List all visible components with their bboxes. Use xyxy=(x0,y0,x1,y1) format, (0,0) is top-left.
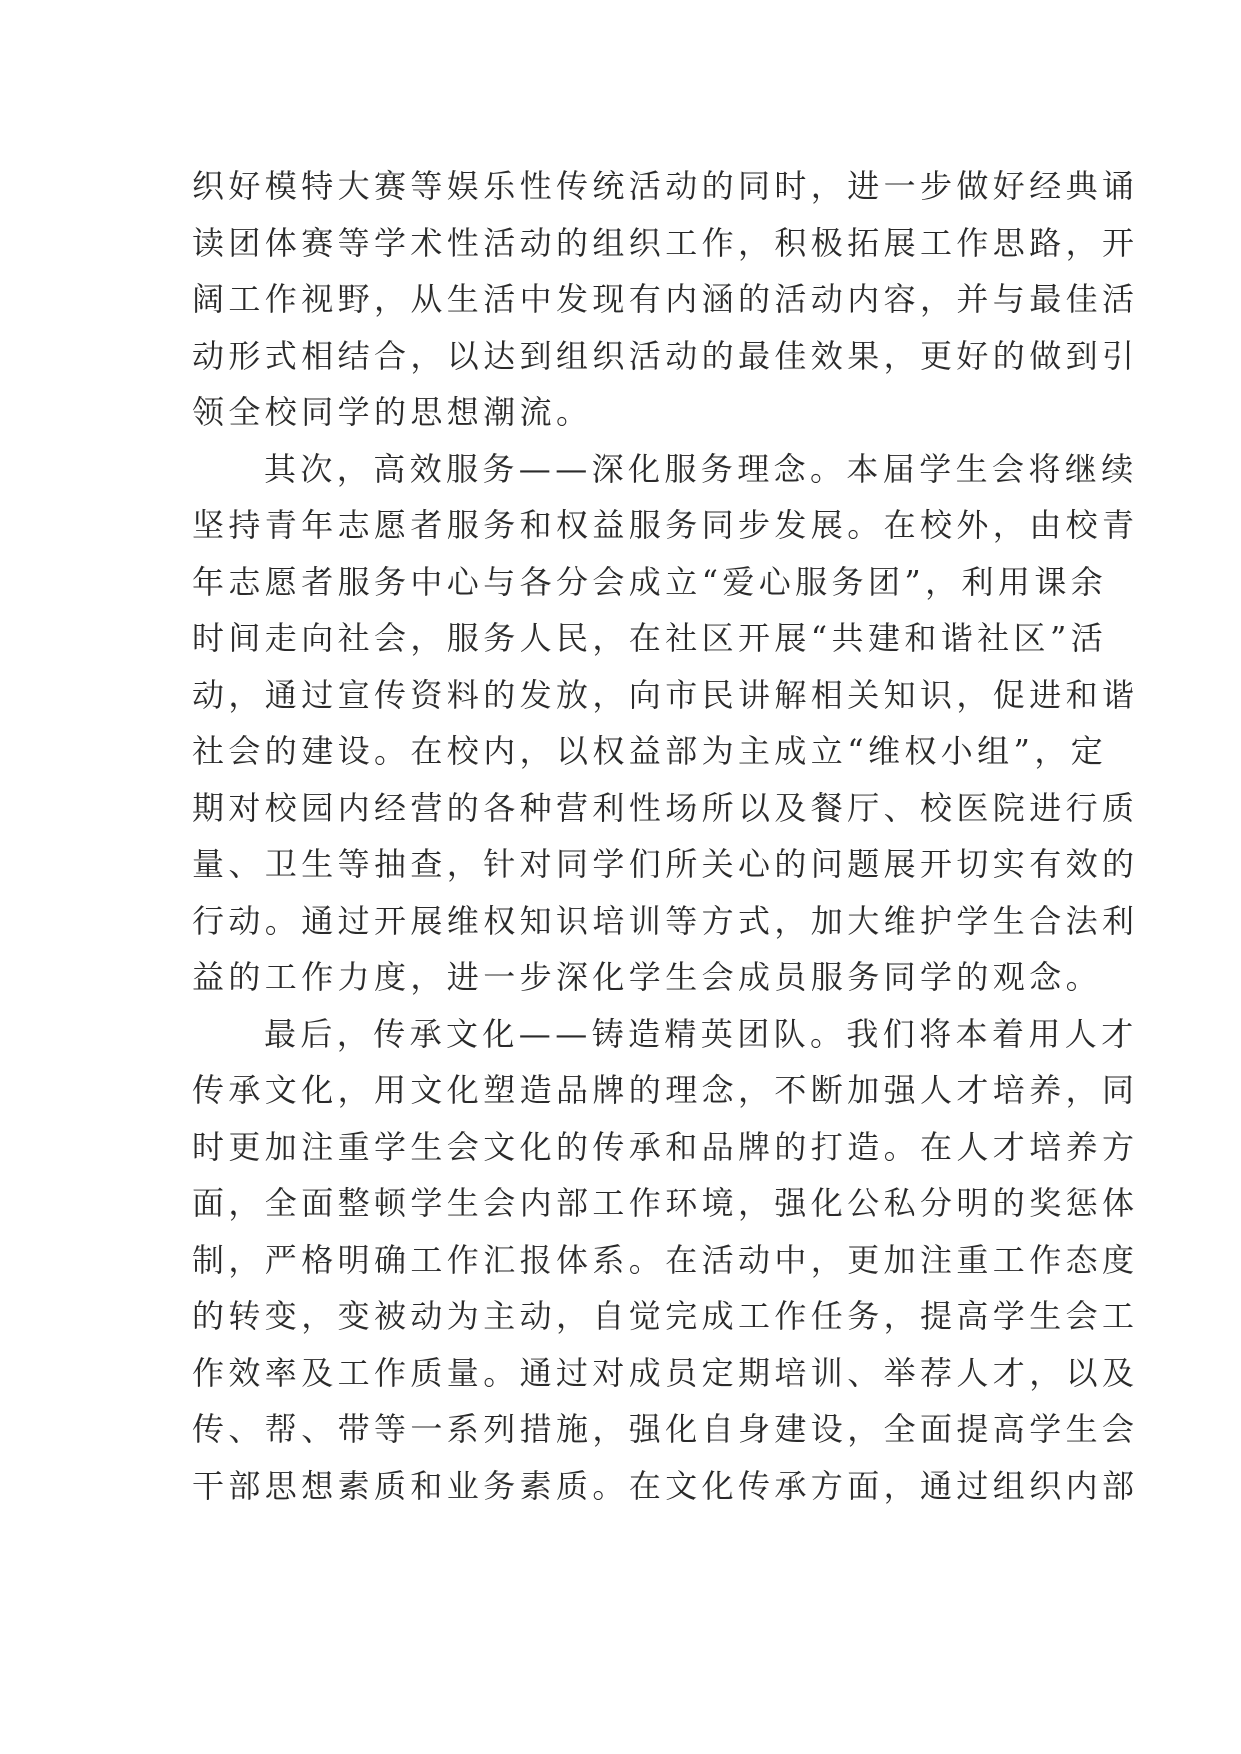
text-line: 织好模特大赛等娱乐性传统活动的同时，进一步做好经典诵 xyxy=(192,167,1139,205)
text-line: 干部思想素质和业务素质。在文化传承方面，通过组织内部 xyxy=(192,1466,1139,1505)
text-line: 面，全面整顿学生会内部工作环境，强化公私分明的奖惩体 xyxy=(192,1184,1139,1222)
text-line: 传、帮、带等一系列措施，强化自身建设，全面提高学生会 xyxy=(192,1410,1139,1448)
text-line: 作效率及工作质量。通过对成员定期培训、举荐人才，以及 xyxy=(192,1353,1139,1392)
paragraph-first-line: 最后，传承文化——铸造精英团队。我们将本着用人才 xyxy=(264,1014,1138,1053)
text-line: 时更加注重学生会文化的传承和品牌的打造。在人才培养方 xyxy=(192,1127,1139,1166)
text-line: 阔工作视野，从生活中发现有内涵的活动内容，并与最佳活 xyxy=(192,280,1139,318)
text-line: 社会的建设。在校内，以权益部为主成立“维权小组”，定 xyxy=(192,732,1108,770)
document-body xyxy=(192,158,1139,1514)
text-line: 的转变，变被动为主动，自觉完成工作任务，提高学生会工 xyxy=(192,1297,1139,1335)
text-line: 传承文化，用文化塑造品牌的理念，不断加强人才培养，同 xyxy=(192,1071,1139,1109)
text-line: 行动。通过开展维权知识培训等方式，加大维护学生合法利 xyxy=(192,901,1139,940)
text-line: 领全校同学的思想潮流。 xyxy=(192,393,593,431)
text-line: 时间走向社会，服务人民，在社区开展“共建和谐社区”活 xyxy=(192,619,1108,657)
text-line: 年志愿者服务中心与各分会成立“爱心服务团”，利用课余 xyxy=(192,562,1108,601)
text-line: 坚持青年志愿者服务和权益服务同步发展。在校外，由校青 xyxy=(192,506,1139,544)
text-line: 动形式相结合，以达到组织活动的最佳效果，更好的做到引 xyxy=(192,336,1139,375)
text-line: 动，通过宣传资料的发放，向市民讲解相关知识，促进和谐 xyxy=(192,675,1139,714)
text-line: 期对校园内经营的各种营利性场所以及餐厅、校医院进行质 xyxy=(192,788,1139,827)
text-line: 制，严格明确工作汇报体系。在活动中，更加注重工作态度 xyxy=(192,1240,1139,1279)
text-line: 量、卫生等抽查，针对同学们所关心的问题展开切实有效的 xyxy=(192,845,1139,883)
text-line: 读团体赛等学术性活动的组织工作，积极拓展工作思路，开 xyxy=(192,223,1139,262)
text-line: 益的工作力度，进一步深化学生会成员服务同学的观念。 xyxy=(192,958,1103,996)
paragraph-first-line: 其次，高效服务——深化服务理念。本届学生会将继续 xyxy=(264,449,1138,488)
